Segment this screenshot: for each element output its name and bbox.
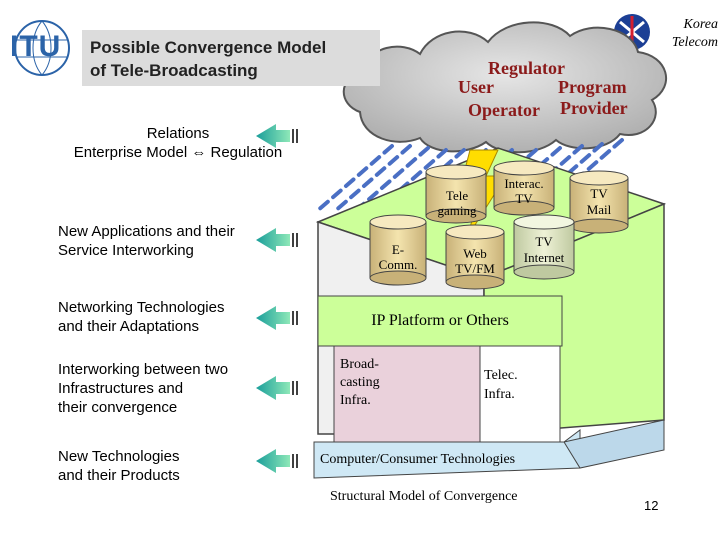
page-number: 12 [644,498,659,513]
service-tv-internet-line2: Internet [523,250,565,265]
arrow-networking [256,306,297,330]
label-interworking-line2: Infrastructures and [58,380,184,397]
label-interworking-line1: Interworking between two [58,361,229,378]
service-interac-tv-line2: TV [515,191,533,206]
service-tv-mail-line1: TV [590,186,608,201]
page-title-line1: Possible Convergence Model [90,38,327,57]
telec-infra-line2: Infra. [484,387,515,402]
arrow-interworking [256,376,297,400]
service-tele-gaming-line2: gaming [437,203,477,218]
label-networking-line1: Networking Technologies [58,299,225,316]
label-technologies [58,447,180,485]
service-tv-mail-line2: Mail [586,202,612,217]
arrow-technologies [256,449,297,473]
broadcasting-infra-label [340,356,380,410]
page-title-line2: of Tele-Broadcasting [90,61,258,80]
korea-label: Korea [683,17,718,32]
cloud-operator: Operator [468,100,540,120]
korea-telecom-label [652,16,718,52]
service-tv-internet-line1: TV [535,234,553,249]
broadcasting-infra-line3: Infra. [340,393,371,408]
service-web-tvfm-line1: Web [463,246,487,261]
label-technologies-line1: New Technologies [58,448,180,465]
label-technologies-line2: and their Products [58,467,180,484]
telecom-label: Telecom [671,35,718,50]
label-relations-line1: Relations [146,125,210,142]
left-arrows [256,124,297,473]
telec-infra-label [484,366,518,404]
service-ecomm [372,242,424,272]
label-relations-line2: Enterprise Model ⇔ Regulation [73,144,283,161]
cloud-user: User [458,77,494,97]
service-ecomm-line2: Comm. [378,257,418,272]
service-interac-tv-line1: Interac. [504,176,544,191]
arrow-applications [256,228,297,252]
telec-infra-line1: Telec. [484,368,518,383]
diagram-caption: Structural Model of Convergence [330,489,518,504]
label-interworking-line3: their convergence [58,399,178,416]
label-applications-line2: Service Interworking [58,242,194,259]
label-networking [58,298,225,336]
broadcasting-infra-line1: Broad- [340,357,379,372]
service-tele-gaming [432,188,482,218]
cloud-regulator: Regulator [488,58,565,78]
service-tv-internet [514,234,574,266]
itu-logo-text: ITU [10,30,62,63]
title-box [82,30,380,86]
cloud-provider: Provider [560,98,628,118]
service-web-tvfm-line2: TV/FM [455,261,495,276]
service-tele-gaming-line1: Tele [445,188,469,203]
label-applications [58,222,235,260]
broadcasting-infra-line2: casting [340,375,380,390]
service-interac-tv [496,176,552,206]
label-applications-line1: New Applications and their [58,223,235,240]
service-tv-mail [572,186,626,218]
base-label: Computer/Consumer Technologies [320,452,516,467]
service-web-tvfm [448,246,502,276]
ip-platform-label: IP Platform or Others [371,312,509,329]
service-ecomm-line1: E- [391,242,405,257]
label-relations [58,124,298,162]
label-interworking [58,360,228,417]
label-networking-line2: and their Adaptations [58,318,199,335]
cloud-program: Program [558,77,627,97]
